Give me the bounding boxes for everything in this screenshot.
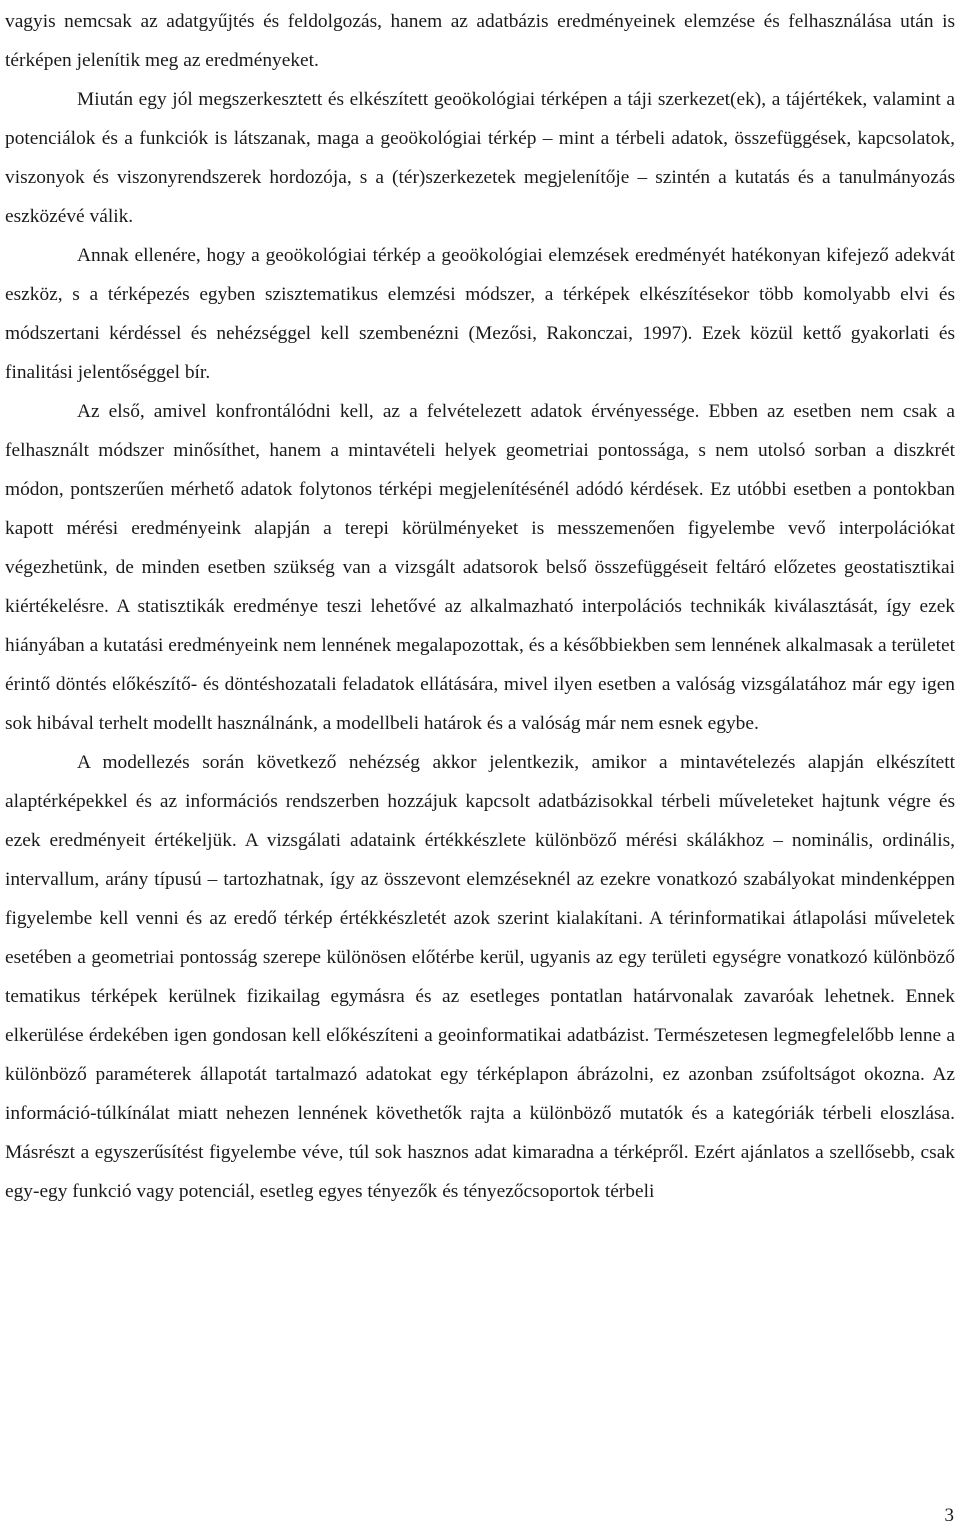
page-number: 3 — [944, 1505, 954, 1526]
paragraph-data-validity: Az első, amivel konfrontálódni kell, az a felvételezett adatok érvényessége. Ebben az esetben nem csak a felhasznált módszer minősíthet, hanem a mintavételi helyek geometriai pontossága, s nem utolsó sorban a diszkrét módon, pontszerűen mérhető adatok folytonos térképi megjelenítésénél adódó kérdések. Ez utóbbi esetben a pontokban kapott mérési eredményeink alapján a terepi körülményeket is messzemenően figyelembe vevő interpolációkat végezhetünk, de minden esetben szükség van a vizsgált adatsorok belső összefüggéseit feltáró előzetes geostatisztikai kiértékelésre. A statisztikák eredménye teszi lehetővé az alkalmazható interpolációs technikák kiválasztását, így ezek hiányában a kutatási eredményeink nem lennének megalapozottak, és a későbbiekben sem lennének alkalmasak a területet érintő döntés előkészítő- és döntéshozatali feladatok ellátására, mivel ilyen esetben a valóság vizsgálatához már egy igen sok hibával terhelt modellt használnánk, a modellbeli határok és a valóság már nem esnek egybe. — [5, 401, 955, 734]
paragraph-methodological-issues: Annak ellenére, hogy a geoökológiai térkép a geoökológiai elemzések eredményét hatékonyan kifejező adekvát eszköz, s a térképezés egyben szisztematikus elemzési módszer, a térképek elkészítésekor több komolyabb elvi és módszertani kérdéssel és nehézséggel kell szembenézni (Mezősi, Rakonczai, 1997). Ezek közül kettő gyakorlati és finalitási jelentőséggel bír. — [5, 245, 955, 383]
paragraph-continuation: vagyis nemcsak az adatgyűjtés és feldolgozás, hanem az adatbázis eredményeinek elemzése és felhasználása után is térképen jelenítik meg az eredményeket. — [5, 11, 955, 71]
paragraph-modelling-difficulty: A modellezés során következő nehézség akkor jelentkezik, amikor a mintavételezés alapján elkészített alaptérképekkel és az információs rendszerben hozzájuk kapcsolt adatbázisokkal térbeli műveleteket hajtunk végre és ezek eredményeit értékeljük. A vizsgálati adataink értékkészlete különböző mérési skálákhoz – nominális, ordinális, intervallum, arány típusú – tartozhatnak, így az összevont elemzéseknél az ezekre vonatkozó szabályokat mindenképpen figyelembe kell venni és az eredő térkép értékkészletét azok szerint kialakítani. A térinformatikai átlapolási műveletek esetében a geometriai pontosság szerepe különösen előtérbe kerül, ugyanis az egy területi egységre vonatkozó különböző tematikus térképek kerülnek fizikailag egymásra és az esetleges pontatlan határvonalak zavaróak lehetnek. Ennek elkerülése érdekében igen gondosan kell előkészíteni a geoinformatikai adatbázist. Természetesen legmegfelelőbb lenne a különböző paraméterek állapotát tartalmazó adatokat egy térképlapon ábrázolni, ez azonban zsúfoltságot okozna. Az információ-túlkínálat miatt nehezen lennének követhetők rajta a különböző mutatók és a kategóriák térbeli eloszlása. Másrészt a egyszerűsítést figyelembe véve, túl sok hasznos adat kimaradna a térképről. Ezért ajánlatos a szellősebb, csak egy-egy funkció vagy potenciál, esetleg egyes tényezők és tényezőcsoportok térbeli — [5, 752, 955, 1202]
paragraph-map-as-tool: Miután egy jól megszerkesztett és elkészített geoökológiai térképen a táji szerkezet(ek), a tájértékek, valamint a potenciálok és a funkciók is látszanak, maga a geoökológiai térkép – mint a térbeli adatok, összefüggések, kapcsolatok, viszonyok és viszonyrendszerek hordozója, s a (tér)szerkezetek megjelenítője – szintén a kutatás és a tanulmányozás eszközévé válik. — [5, 89, 955, 227]
document-body — [5, 2, 955, 1211]
